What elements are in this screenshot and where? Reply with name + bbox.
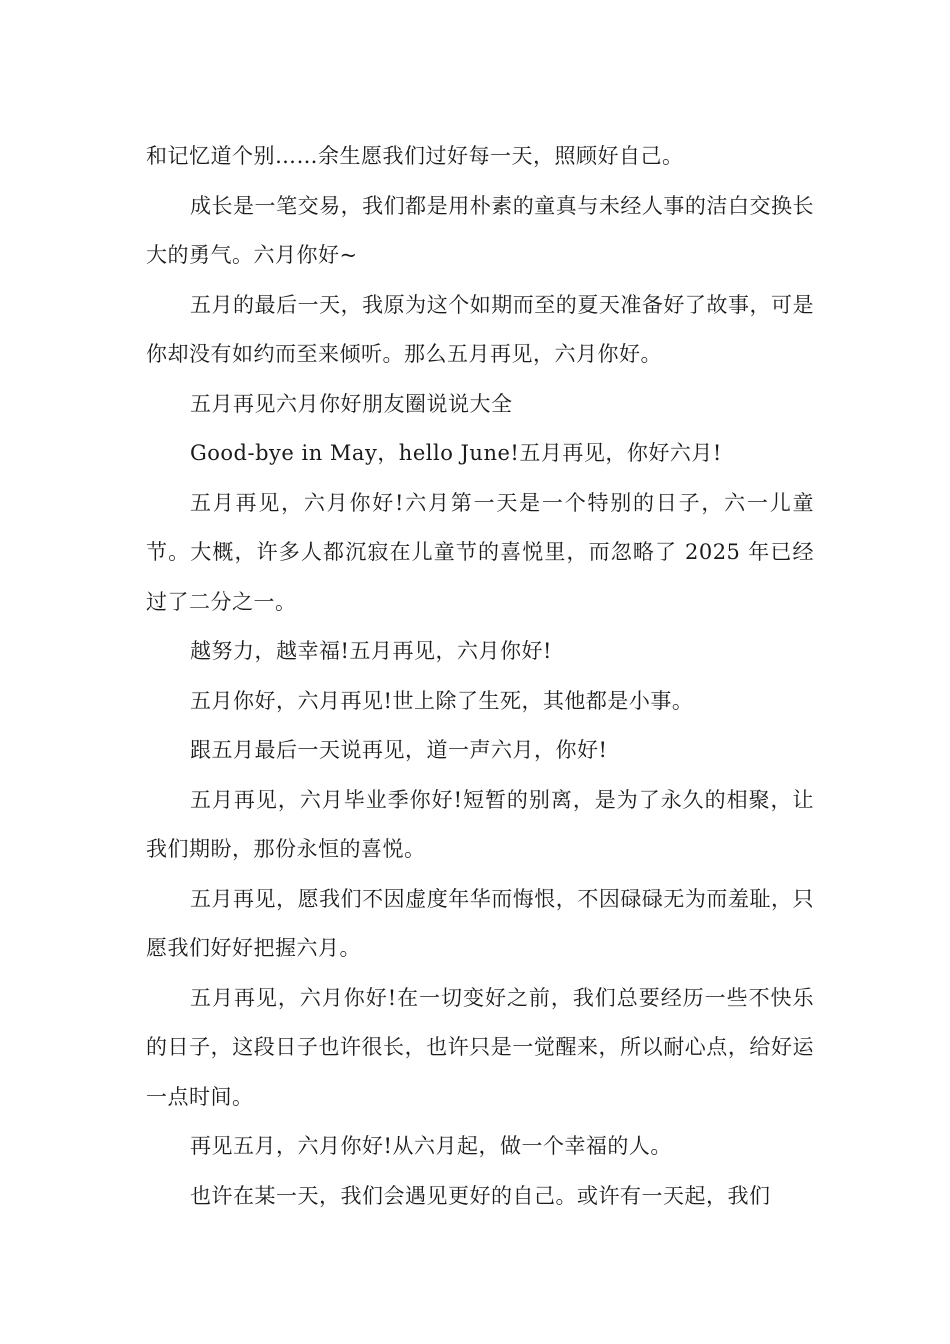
paragraph: 和记忆道个别……余生愿我们过好每一天，照顾好自己。 <box>146 144 684 168</box>
document-body <box>146 132 814 1221</box>
paragraph: 五月再见，六月你好!在一切变好之前，我们总要经历一些不快乐的日子，这段日子也许很长，也许只是一觉醒来，所以耐心点，给好运一点时间。 <box>146 985 814 1109</box>
paragraph: Good-bye in May，hello June!五月再见，你好六月! <box>190 441 722 465</box>
paragraph: 再见五月，六月你好!从六月起，做一个幸福的人。 <box>190 1134 672 1158</box>
paragraph: 五月再见，六月你好!六月第一天是一个特别的日子，六一儿童节。大概，许多人都沉寂在儿童节的喜悦里，而忽略了 2025 年已经过了二分之一。 <box>146 490 814 614</box>
paragraph: 五月再见，愿我们不因虚度年华而悔恨，不因碌碌无为而羞耻，只愿我们好好把握六月。 <box>146 886 814 960</box>
paragraph: 也许在某一天，我们会遇见更好的自己。或许有一天起，我们 <box>190 1183 771 1208</box>
paragraph: 五月再见，六月毕业季你好!短暂的别离，是为了永久的相聚，让我们期盼，那份永恒的喜悦。 <box>146 787 814 861</box>
paragraph: 越努力，越幸福!五月再见，六月你好! <box>190 639 552 663</box>
paragraph: 五月你好，六月再见!世上除了生死，其他都是小事。 <box>190 688 694 713</box>
paragraph: 成长是一笔交易，我们都是用朴素的童真与未经人事的洁白交换长大的勇气。六月你好~ <box>146 193 814 267</box>
paragraph: 跟五月最后一天说再见，道一声六月，你好! <box>190 738 608 762</box>
paragraph: 五月的最后一天，我原为这个如期而至的夏天准备好了故事，可是你却没有如约而至来倾听。那么五月再见，六月你好。 <box>146 292 814 366</box>
section-heading: 五月再见六月你好朋友圈说说大全 <box>190 391 513 416</box>
